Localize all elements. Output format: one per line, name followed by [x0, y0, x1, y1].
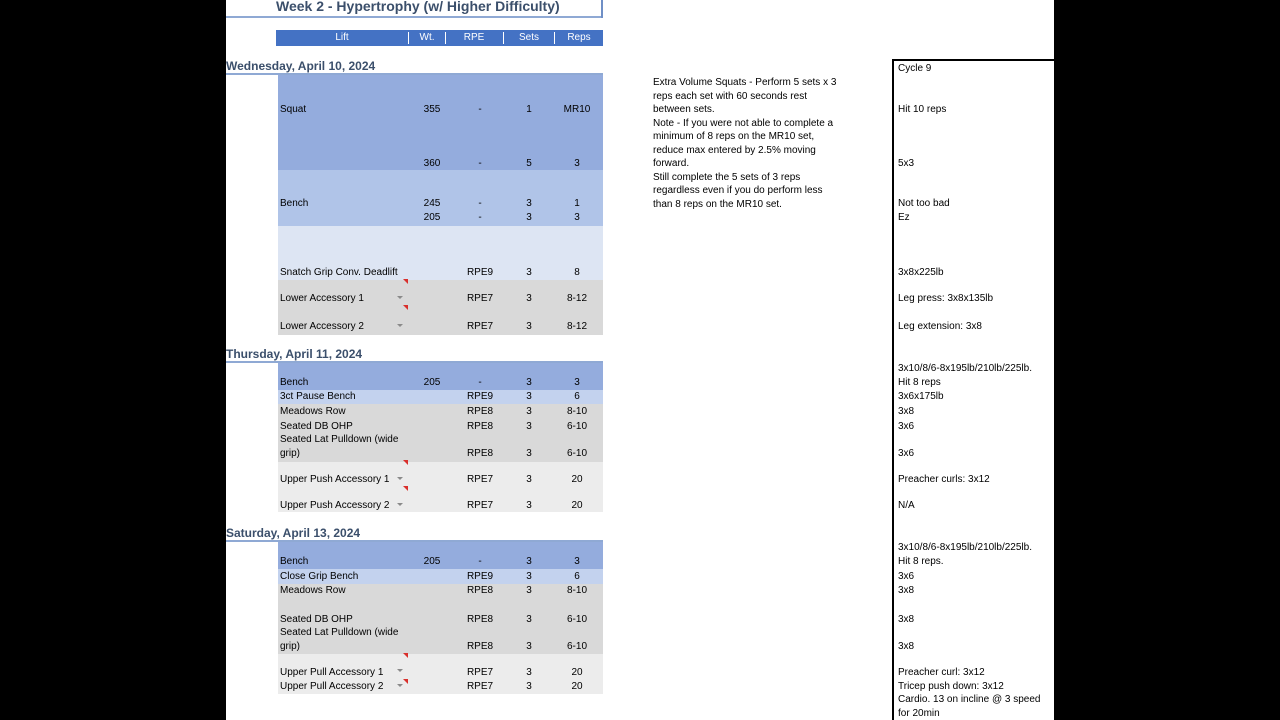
dropdown-arrow-icon[interactable]: [397, 324, 403, 327]
rpe-cell[interactable]: RPE7: [466, 474, 494, 485]
weight-cell[interactable]: 205: [423, 556, 441, 567]
reps-cell[interactable]: 8-10: [566, 585, 587, 596]
rpe-cell[interactable]: -: [478, 104, 482, 115]
reps-cell[interactable]: 6-10: [566, 614, 587, 625]
note-line: between sets.: [653, 104, 715, 115]
rpe-cell[interactable]: RPE7: [466, 500, 494, 511]
note-line: reps each set with 60 seconds rest: [653, 91, 807, 102]
sets-cell[interactable]: 3: [526, 212, 532, 223]
reps-cell[interactable]: 3: [574, 158, 580, 169]
lift-cell[interactable]: Bench: [280, 377, 309, 388]
sets-cell[interactable]: 3: [526, 474, 532, 485]
reps-cell[interactable]: 20: [571, 667, 583, 678]
note-line: minimum of 8 reps on the MR10 set,: [653, 131, 815, 142]
note-line: forward.: [653, 158, 690, 169]
reps-cell[interactable]: 6: [574, 571, 580, 582]
header-sets: Sets: [518, 32, 539, 43]
rpe-cell[interactable]: RPE7: [466, 293, 494, 304]
lift-cell[interactable]: Seated DB OHP: [280, 614, 353, 625]
lift-cell[interactable]: Upper Pull Accessory 1: [280, 667, 384, 678]
cycle-label[interactable]: Cycle 9: [898, 63, 932, 74]
sets-cell[interactable]: 3: [526, 421, 532, 432]
sets-cell[interactable]: 3: [526, 614, 532, 625]
comment-cell[interactable]: Leg press: 3x8x135lb: [898, 293, 994, 304]
comment-cell[interactable]: 5x3: [898, 158, 915, 169]
sets-cell[interactable]: 3: [526, 391, 532, 402]
sets-cell[interactable]: 3: [526, 377, 532, 388]
reps-cell[interactable]: 3: [574, 377, 580, 388]
note-line: Note - If you were not able to complete a: [653, 118, 834, 129]
rpe-cell[interactable]: -: [478, 212, 482, 223]
reps-cell[interactable]: 6-10: [566, 641, 587, 652]
lift-cell[interactable]: 3ct Pause Bench: [280, 391, 356, 402]
sets-cell[interactable]: 1: [526, 104, 532, 115]
sets-cell[interactable]: 3: [526, 293, 532, 304]
note-line: reduce max entered by 2.5% moving: [653, 145, 816, 156]
comment-cell[interactable]: Leg extension: 3x8: [898, 321, 982, 332]
sets-cell[interactable]: 3: [526, 556, 532, 567]
comment-cell[interactable]: for 20min: [898, 708, 940, 719]
dropdown-arrow-icon[interactable]: [397, 296, 403, 299]
day-header: Saturday, April 13, 2024: [226, 526, 361, 540]
day-underline: [226, 73, 603, 75]
comment-cell[interactable]: 3x6: [898, 571, 915, 582]
reps-cell[interactable]: 3: [574, 556, 580, 567]
comment-flag-icon[interactable]: [403, 279, 408, 284]
comment-cell[interactable]: 3x8: [898, 406, 915, 417]
rpe-cell[interactable]: RPE8: [466, 448, 494, 459]
comment-cell[interactable]: 3x8: [898, 614, 915, 625]
dropdown-arrow-icon[interactable]: [397, 477, 403, 480]
sets-cell[interactable]: 3: [526, 500, 532, 511]
lift-cell[interactable]: Lower Accessory 2: [280, 321, 364, 332]
reps-cell[interactable]: 6: [574, 391, 580, 402]
comment-cell[interactable]: 3x6: [898, 421, 915, 432]
comment-cell[interactable]: 3x10/8/6-8x195lb/210lb/225lb.: [898, 363, 1032, 374]
reps-cell[interactable]: 6-10: [566, 421, 587, 432]
lift-cell-wrap[interactable]: grip): [280, 448, 301, 459]
day-underline: [226, 540, 603, 542]
reps-cell[interactable]: 6-10: [566, 448, 587, 459]
reps-cell[interactable]: 20: [571, 500, 583, 511]
lift-cell[interactable]: Meadows Row: [280, 406, 346, 417]
rpe-cell[interactable]: RPE7: [466, 681, 494, 692]
comment-flag-icon[interactable]: [403, 460, 408, 465]
header-weight: Wt.: [419, 32, 435, 43]
weight-cell[interactable]: 205: [423, 212, 441, 223]
rpe-cell[interactable]: RPE8: [466, 641, 494, 652]
band-squat: [278, 73, 603, 171]
header-rpe: RPE: [463, 32, 485, 43]
dropdown-arrow-icon[interactable]: [397, 684, 403, 687]
comment-cell[interactable]: Hit 8 reps: [898, 377, 941, 388]
comment-cell[interactable]: 3x8: [898, 585, 915, 596]
lift-cell-wrap[interactable]: grip): [280, 641, 301, 652]
comment-cell[interactable]: Cardio. 13 on incline @ 3 speed: [898, 694, 1041, 705]
rpe-cell[interactable]: RPE8: [466, 421, 494, 432]
comment-cell[interactable]: 3x8: [898, 641, 915, 652]
sets-cell[interactable]: 3: [526, 267, 532, 278]
comment-cell[interactable]: Hit 8 reps.: [898, 556, 944, 567]
comment-cell[interactable]: Preacher curls: 3x12: [898, 474, 990, 485]
comment-cell[interactable]: Hit 10 reps: [898, 104, 947, 115]
lift-cell[interactable]: Meadows Row: [280, 585, 346, 596]
rpe-cell[interactable]: RPE8: [466, 406, 494, 417]
reps-cell[interactable]: 8-12: [566, 321, 587, 332]
note-line: Extra Volume Squats - Perform 5 sets x 3: [653, 77, 837, 88]
lift-cell[interactable]: Seated Lat Pulldown (wide: [280, 434, 399, 445]
reps-cell[interactable]: 1: [574, 198, 580, 209]
comment-cell[interactable]: 3x10/8/6-8x195lb/210lb/225lb.: [898, 542, 1032, 553]
reps-cell[interactable]: MR10: [563, 104, 591, 115]
sets-cell[interactable]: 5: [526, 158, 532, 169]
weight-cell[interactable]: 245: [423, 198, 441, 209]
lift-cell[interactable]: Seated Lat Pulldown (wide: [280, 627, 399, 638]
weight-cell[interactable]: 360: [423, 158, 441, 169]
rpe-cell[interactable]: RPE7: [466, 667, 494, 678]
rpe-cell[interactable]: -: [478, 377, 482, 388]
day-header: Wednesday, April 10, 2024: [226, 59, 376, 73]
note-line: regardless even if you do perform less: [653, 185, 823, 196]
rpe-cell[interactable]: -: [478, 158, 482, 169]
note-line: Still complete the 5 sets of 3 reps: [653, 172, 801, 183]
comment-cell[interactable]: Ez: [898, 212, 910, 223]
lift-cell[interactable]: Seated DB OHP: [280, 421, 353, 432]
sets-cell[interactable]: 3: [526, 641, 532, 652]
comment-cell[interactable]: Not too bad: [898, 198, 950, 209]
comments-box: [892, 59, 1054, 720]
lift-cell[interactable]: Bench: [280, 556, 309, 567]
lift-cell[interactable]: Bench: [280, 198, 309, 209]
spreadsheet-page: [226, 0, 1054, 720]
sets-cell[interactable]: 3: [526, 448, 532, 459]
reps-cell[interactable]: 8: [574, 267, 580, 278]
weight-cell[interactable]: 205: [423, 377, 441, 388]
reps-cell[interactable]: 20: [571, 681, 583, 692]
sheet-title: Week 2 - Hypertrophy (w/ Higher Difficulty): [276, 0, 560, 14]
rpe-cell[interactable]: RPE8: [466, 585, 494, 596]
reps-cell[interactable]: 20: [571, 474, 583, 485]
comment-cell[interactable]: 3x6: [898, 448, 915, 459]
header-reps: Reps: [567, 32, 591, 43]
sets-cell[interactable]: 3: [526, 585, 532, 596]
title-underline: [226, 16, 602, 18]
lift-cell[interactable]: Upper Pull Accessory 2: [280, 681, 384, 692]
day-underline: [226, 361, 603, 363]
rpe-cell[interactable]: -: [478, 198, 482, 209]
lift-cell[interactable]: Upper Push Accessory 2: [280, 500, 390, 511]
reps-cell[interactable]: 8-12: [566, 293, 587, 304]
comment-flag-icon[interactable]: [403, 305, 408, 310]
rpe-cell[interactable]: RPE8: [466, 614, 494, 625]
sets-cell[interactable]: 3: [526, 667, 532, 678]
rpe-cell[interactable]: -: [478, 556, 482, 567]
reps-cell[interactable]: 3: [574, 212, 580, 223]
header-lift: Lift: [335, 32, 349, 43]
note-line: than 8 reps on the MR10 set.: [653, 199, 782, 210]
rpe-cell[interactable]: RPE7: [466, 321, 494, 332]
comment-cell[interactable]: N/A: [898, 500, 915, 511]
rpe-cell[interactable]: RPE9: [466, 267, 494, 278]
lift-cell[interactable]: Lower Accessory 1: [280, 293, 364, 304]
reps-cell[interactable]: 8-10: [566, 406, 587, 417]
lift-cell[interactable]: Upper Push Accessory 1: [280, 474, 390, 485]
comment-cell[interactable]: Tricep push down: 3x12: [898, 681, 1004, 692]
comment-cell[interactable]: 3x6x175lb: [898, 391, 944, 402]
title-border: [601, 0, 603, 18]
lift-cell[interactable]: Snatch Grip Conv. Deadlift: [280, 267, 398, 278]
dropdown-arrow-icon[interactable]: [397, 669, 403, 672]
comment-flag-icon[interactable]: [403, 486, 408, 491]
comment-flag-icon[interactable]: [403, 653, 408, 658]
comment-cell[interactable]: 3x8x225lb: [898, 267, 944, 278]
lift-cell[interactable]: Close Grip Bench: [280, 571, 359, 582]
day-header: Thursday, April 11, 2024: [226, 347, 363, 361]
table-header: [276, 30, 603, 46]
sets-cell[interactable]: 3: [526, 321, 532, 332]
dropdown-arrow-icon[interactable]: [397, 503, 403, 506]
lift-cell[interactable]: Squat: [280, 104, 307, 115]
comment-flag-icon[interactable]: [403, 679, 408, 684]
sets-cell[interactable]: 3: [526, 198, 532, 209]
sets-cell[interactable]: 3: [526, 406, 532, 417]
sets-cell[interactable]: 3: [526, 681, 532, 692]
comment-cell[interactable]: Preacher curl: 3x12: [898, 667, 985, 678]
rpe-cell[interactable]: RPE9: [466, 391, 494, 402]
weight-cell[interactable]: 355: [423, 104, 441, 115]
rpe-cell[interactable]: RPE9: [466, 571, 494, 582]
sets-cell[interactable]: 3: [526, 571, 532, 582]
